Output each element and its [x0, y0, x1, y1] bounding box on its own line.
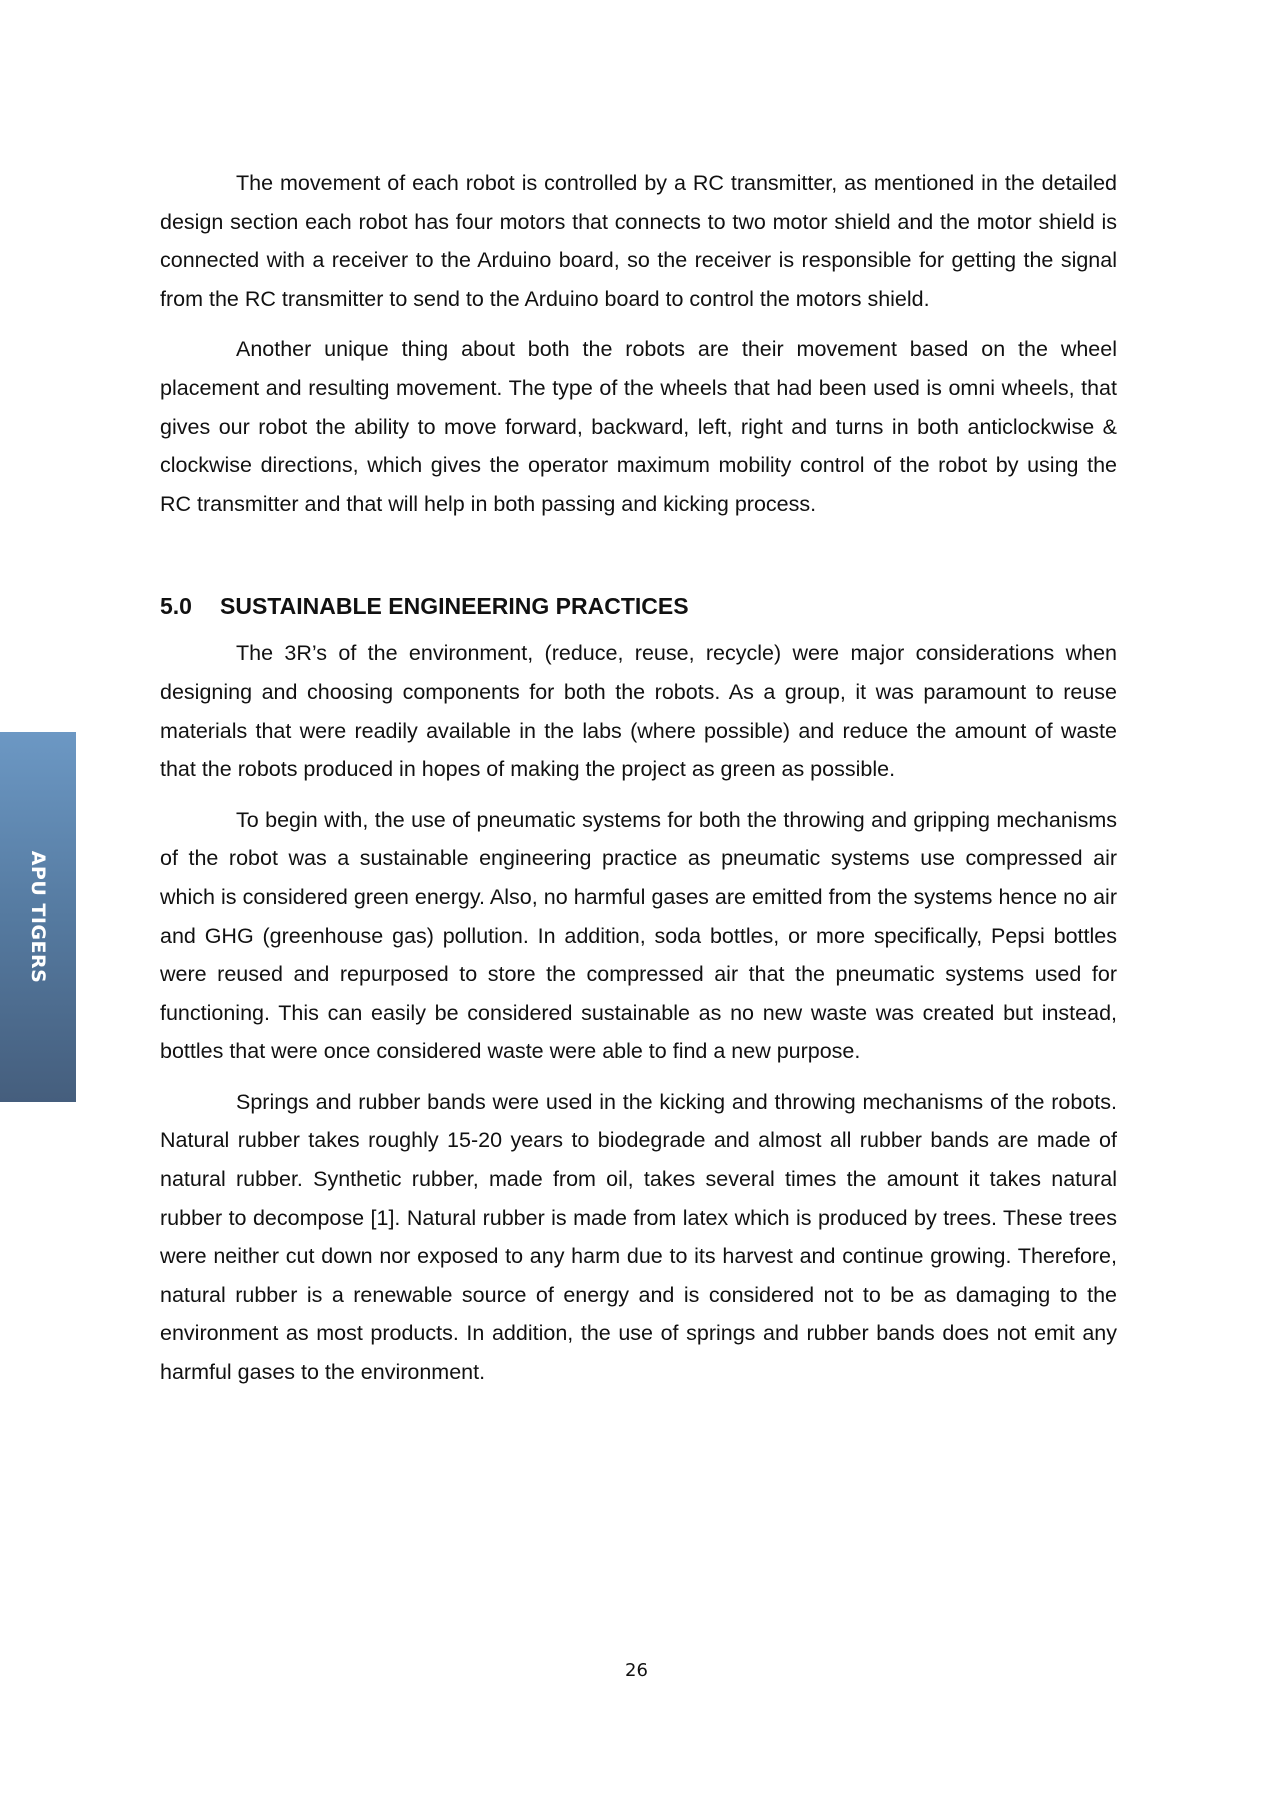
section-heading — [160, 593, 1117, 620]
side-tab-label: APU TIGERS — [27, 850, 49, 984]
page-content — [160, 164, 1117, 1404]
side-tab — [0, 732, 76, 1102]
paragraph: To begin with, the use of pneumatic systems for both the throwing and gripping mechanisms of the robot was a sustainable engineering practice as pneumatic systems use compressed air which is considered green energy. Also, no harmful gases are emitted from the systems hence no air and GHG (greenhouse gas) pollution. In addition, soda bottles, or more specifically, Pepsi bottles were reused and repurposed to store the compressed air that the pneumatic systems used for functioning. This can easily be considered sustainable as no new waste was created but instead, bottles that were once considered waste were able to find a new purpose. — [160, 807, 1117, 1064]
page-number: 26 — [625, 1660, 648, 1681]
paragraph: Another unique thing about both the robots are their movement based on the wheel placement and resulting movement. The type of the wheels that had been used is omni wheels, that gives our robot the ability to move forward, backward, left, right and turns in both anticlockwise & clockwise directions, which gives the operator maximum mobility control of the robot by using the RC transmitter and that will help in both passing and kicking process. — [160, 337, 1117, 516]
paragraph: The movement of each robot is controlled by a RC transmitter, as mentioned in the detailed design section each robot has four motors that connects to two motor shield and the motor shield is connected with a receiver to the Arduino board, so the receiver is responsible for getting the signal from the RC transmitter to send to the Arduino board to control the motors shield. — [160, 171, 1117, 311]
section-number: 5.0 — [160, 593, 192, 620]
paragraph: Springs and rubber bands were used in the kicking and throwing mechanisms of the robots. Natural rubber takes roughly 15-20 years to biodegrade and almost all rubber bands are made of natural rubber. Synthetic rubber, made from oil, takes several times the amount it takes natural rubber to decompose [1]. Natural rubber is made from latex which is produced by trees. These trees were neither cut down nor exposed to any harm due to its harvest and continue growing. Therefore, natural rubber is a renewable source of energy and is considered not to be as damaging to the environment as most products. In addition, the use of springs and rubber bands does not emit any harmful gases to the environment. — [160, 1089, 1117, 1385]
section-title: SUSTAINABLE ENGINEERING PRACTICES — [220, 593, 689, 620]
paragraph: The 3R’s of the environment, (reduce, reuse, recycle) were major considerations when designing and choosing components for both the robots. As a group, it was paramount to reuse materials that were readily available in the labs (where possible) and reduce the amount of waste that the robots produced in hopes of making the project as green as possible. — [160, 641, 1117, 782]
